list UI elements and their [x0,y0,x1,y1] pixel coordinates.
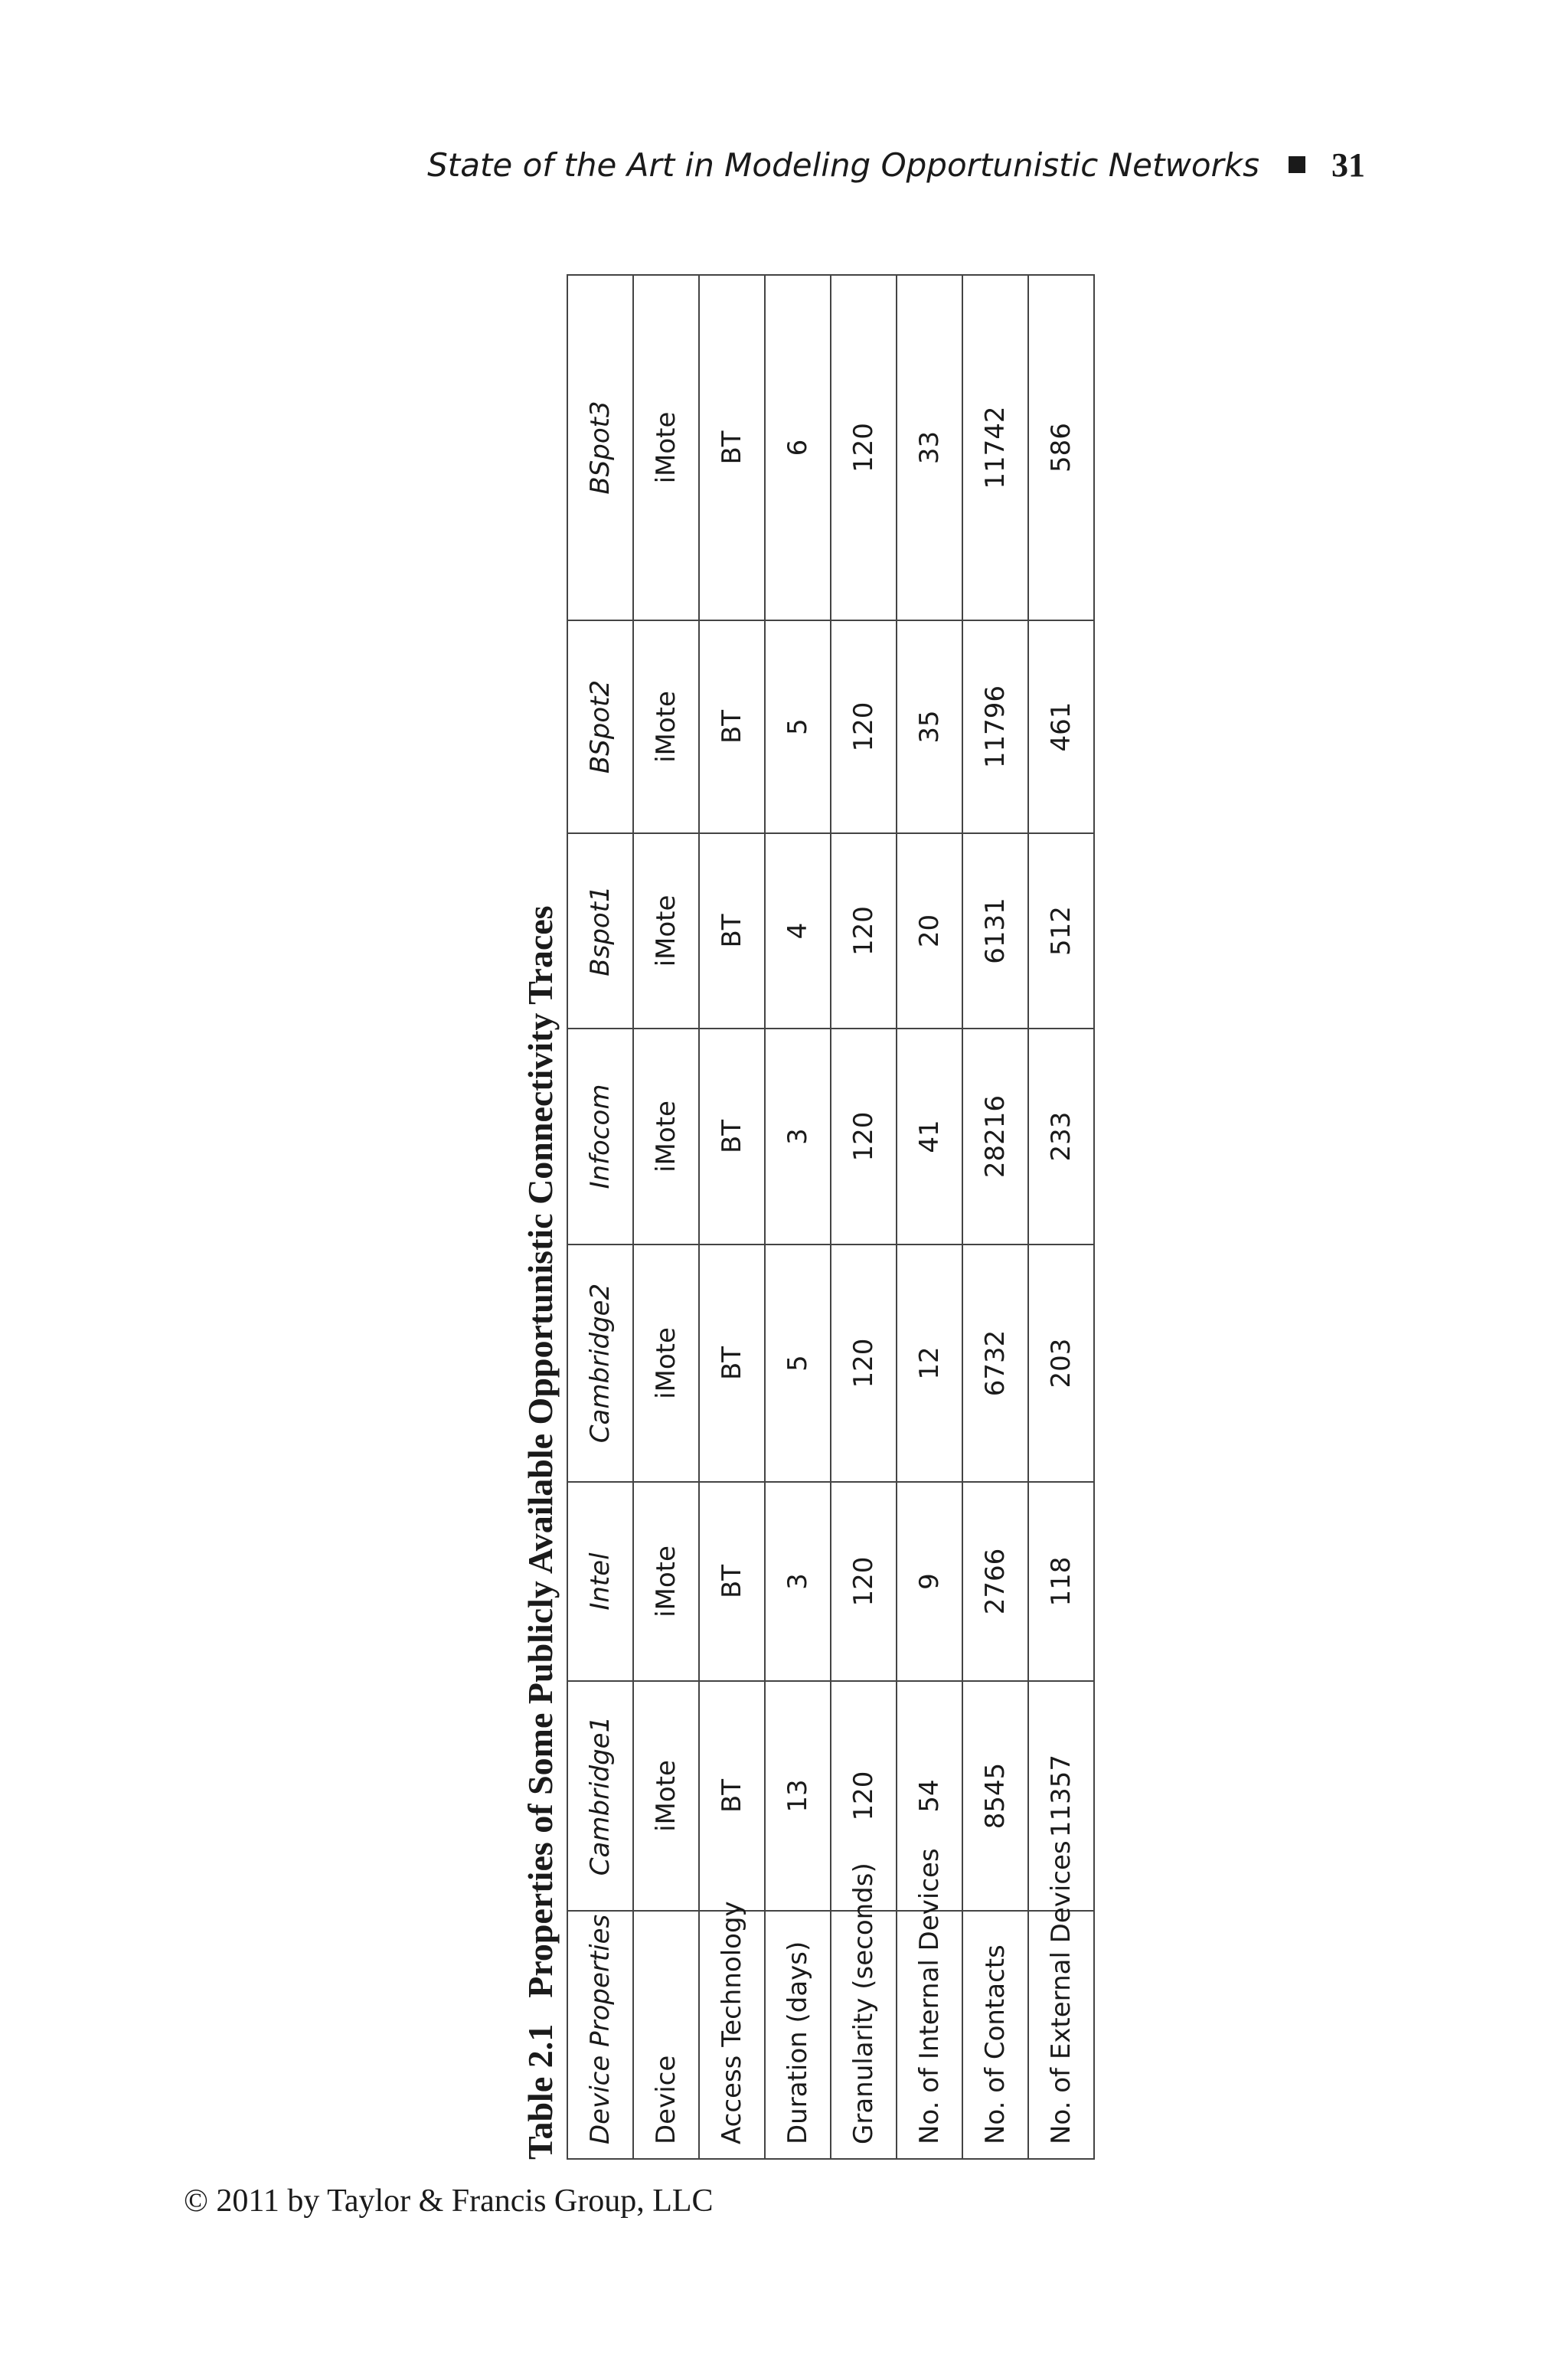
table-cell: BT [699,1482,765,1681]
table-cell: 8545 [962,1681,1028,1911]
table-cell: 586 [1028,275,1094,620]
square-bullet-icon [1289,156,1305,173]
table-caption [505,276,567,2160]
table-cell: 11796 [962,620,1028,833]
table-cell: 5 [765,1245,831,1482]
table-caption-text: Properties of Some Publicly Available Opportunistic Connectivity Traces [521,905,560,1998]
row-label: No. of External Devices [1028,1911,1094,2159]
header-cell: Cambridge2 [567,1245,633,1482]
table-cell: 9 [897,1482,962,1681]
table-cell: 11357 [1028,1681,1094,1911]
table-row [765,275,831,2159]
table-cell: 41 [897,1029,962,1245]
table-cell: 6131 [962,833,1028,1029]
table-cell: 3 [765,1029,831,1245]
table-cell: BT [699,1245,765,1482]
table-row [831,275,897,2159]
header-cell: Bspot1 [567,833,633,1029]
table-cell: 118 [1028,1482,1094,1681]
table-cell: 20 [897,833,962,1029]
table-cell: 13 [765,1681,831,1911]
row-label: Granularity (seconds) [831,1911,897,2159]
header-cell: Cambridge1 [567,1681,633,1911]
running-head [427,142,1365,188]
table-row [962,275,1028,2159]
table-cell: iMote [633,1245,699,1482]
page-number: 31 [1331,146,1365,184]
header-cell: BSpot3 [567,275,633,620]
table-cell: 461 [1028,620,1094,833]
table-cell: 120 [831,620,897,833]
header-cell: Intel [567,1482,633,1681]
table-cell: 120 [831,275,897,620]
header-cell: Device Properties [567,1911,633,2159]
properties-table [567,274,1095,2160]
table-cell: 120 [831,1681,897,1911]
table-cell: 120 [831,1029,897,1245]
table-cell: 512 [1028,833,1094,1029]
row-label: Duration (days) [765,1911,831,2159]
table-cell: 54 [897,1681,962,1911]
table-cell: 120 [831,1245,897,1482]
table-cell: iMote [633,620,699,833]
table-cell: 11742 [962,275,1028,620]
table-cell: 120 [831,833,897,1029]
table-cell: 35 [897,620,962,833]
table-label: Table 2.1 [521,2023,560,2160]
table-cell: 233 [1028,1029,1094,1245]
table-cell: BT [699,620,765,833]
table-cell: 4 [765,833,831,1029]
table-cell: BT [699,833,765,1029]
table-cell: 120 [831,1482,897,1681]
table-row [633,275,699,2159]
row-label: No. of Contacts [962,1911,1028,2159]
table-cell: 28216 [962,1029,1028,1245]
table-cell: 3 [765,1482,831,1681]
row-label: Access Technology [699,1911,765,2159]
table-cell: 6 [765,275,831,620]
table-cell: 6732 [962,1245,1028,1482]
table-cell: 33 [897,275,962,620]
table-cell: 12 [897,1245,962,1482]
table-row [897,275,962,2159]
table-cell: iMote [633,275,699,620]
header-cell: Infocom [567,1029,633,1245]
table-cell: iMote [633,1681,699,1911]
table-cell: 2766 [962,1482,1028,1681]
row-label: Device [633,1911,699,2159]
row-label: No. of Internal Devices [897,1911,962,2159]
rotated-table-block [505,276,1102,2160]
table-cell: 203 [1028,1245,1094,1482]
running-head-title: State of the Art in Modeling Opportunistic Networks [427,146,1259,184]
table-cell: BT [699,275,765,620]
table-cell: BT [699,1029,765,1245]
table-cell: 5 [765,620,831,833]
table-cell: iMote [633,1482,699,1681]
table-row [699,275,765,2159]
copyright-footer: © 2011 by Taylor & Francis Group, LLC [184,2183,714,2219]
header-cell: BSpot2 [567,620,633,833]
table-header-row [567,275,633,2159]
table-cell: iMote [633,833,699,1029]
table-cell: BT [699,1681,765,1911]
table-cell: iMote [633,1029,699,1245]
table-row [1028,275,1094,2159]
